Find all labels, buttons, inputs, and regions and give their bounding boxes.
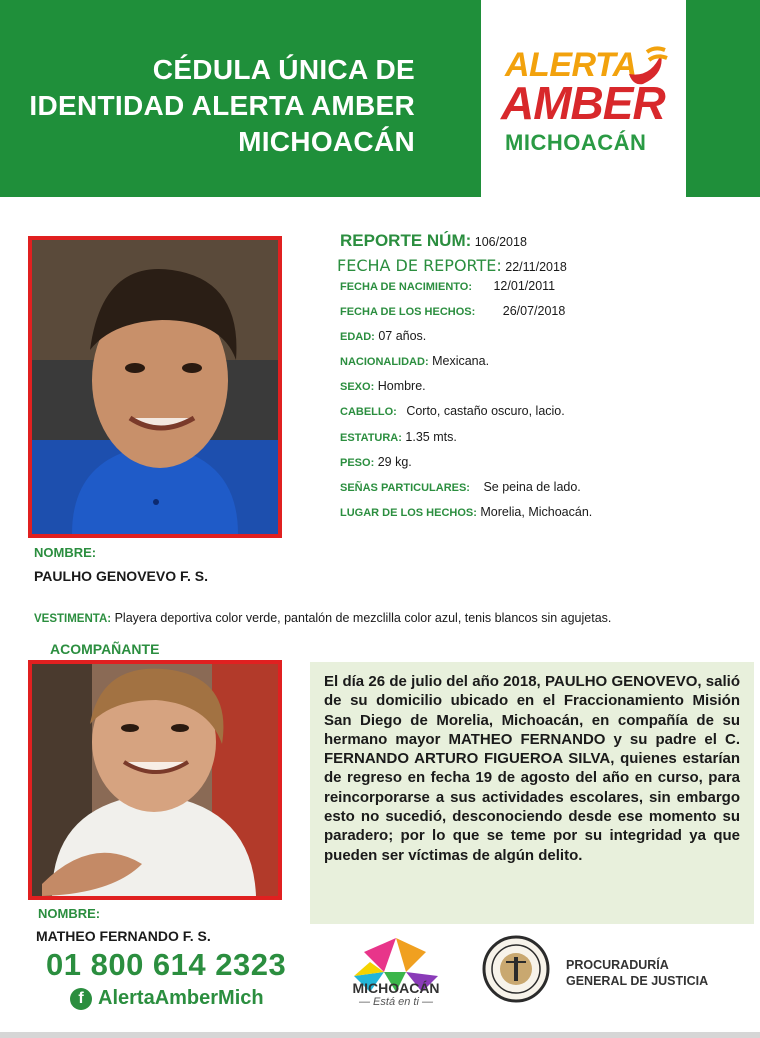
info-label: FECHA DE NACIMIENTO:: [340, 281, 472, 293]
info-value: 12/01/2011: [493, 279, 556, 293]
info-label: FECHA DE LOS HECHOS:: [340, 306, 476, 318]
info-label: ESTATURA:: [340, 432, 402, 444]
logo-amber-text: AMBER: [501, 77, 665, 129]
narrative-text: El día 26 de julio del año 2018, PAULHO GENOVEVO, salió de su domicilio ubicado en el Fraccionamiento Misión San Diego de Morelia, Michoacán, en compañía de su hermano mayor MATHEO FERNANDO y su padre el C. FERNANDO ARTURO FIGUEROA SILVA, quienes estarían de regreso en fecha 19 de agosto del año en curso, para reincorporarse a sus actividades escolares, sin embargo esto no sucedió, desconociendo desde ese momento su paradero; por lo que se teme por su integridad ya que pueden ser víctimas de algún delito.: [310, 662, 754, 924]
nombre-label: NOMBRE:: [34, 545, 97, 560]
companion-photo: [28, 660, 282, 900]
fecha-reporte-row: [337, 256, 567, 275]
title-line-3: MICHOACÁN: [238, 126, 415, 157]
info-value: 1.35 mts.: [405, 430, 457, 444]
facebook-link[interactable]: [70, 987, 264, 1010]
info-row: [340, 329, 426, 343]
info-label: NACIONALIDAD:: [340, 356, 429, 368]
pgj-line-2: GENERAL DE JUSTICIA: [566, 974, 709, 988]
info-value: Mexicana.: [432, 354, 490, 368]
info-label: LUGAR DE LOS HECHOS:: [340, 507, 477, 519]
vestimenta-row: [34, 611, 611, 625]
header-banner: [0, 0, 760, 197]
info-label: PESO:: [340, 457, 375, 469]
info-row: [340, 455, 412, 469]
logo-michoacan-text: MICHOACÁN: [505, 130, 647, 155]
companion-nombre-label: NOMBRE:: [38, 906, 101, 921]
info-value: 26/07/2018: [502, 304, 566, 318]
pgj-line-1: PROCURADURÍA: [566, 958, 669, 972]
michoacan-logo: [340, 932, 452, 1024]
info-value: 29 kg.: [377, 455, 412, 469]
title-line-1: CÉDULA ÚNICA DE: [152, 54, 415, 85]
michoacan-tagline: — Está en ti —: [359, 996, 433, 1008]
info-value: Corto, castaño oscuro, lacio.: [406, 404, 565, 418]
info-row: [340, 304, 565, 318]
info-value: Hombre.: [377, 379, 426, 393]
facebook-handle: AlertaAmberMich: [98, 987, 264, 1009]
page-title: [0, 52, 415, 160]
reporte-num-row: [340, 231, 527, 251]
michoacan-name: MICHOACÁN: [352, 980, 440, 996]
vestimenta-label: VESTIMENTA:: [34, 613, 112, 625]
info-row: [340, 379, 426, 393]
companion-nombre-value: MATHEO FERNANDO F. S.: [36, 928, 211, 944]
logo-alerta-text: ALERTA: [505, 46, 637, 84]
missing-child-photo: [28, 236, 282, 538]
facebook-icon: f: [70, 988, 92, 1010]
info-row: [340, 430, 457, 444]
alerta-amber-logo: [481, 0, 686, 197]
nombre-value: PAULHO GENOVEVO F. S.: [34, 568, 208, 584]
info-row: [340, 505, 592, 519]
info-row: [340, 480, 581, 494]
acompanante-heading: ACOMPAÑANTE: [50, 641, 160, 657]
procuraduria-text: [566, 957, 708, 989]
fecha-reporte-label: FECHA DE REPORTE:: [337, 256, 502, 275]
info-value: Se peina de lado.: [483, 480, 581, 494]
pgj-seal-icon: [482, 935, 550, 1003]
reporte-num-label: REPORTE NÚM:: [340, 231, 472, 250]
bottom-divider: [0, 1032, 760, 1038]
info-row: [340, 354, 489, 368]
hotline-phone[interactable]: 01 800 614 2323: [46, 947, 287, 982]
info-value: Morelia, Michoacán.: [480, 505, 593, 519]
info-label: EDAD:: [340, 331, 375, 343]
info-row: [340, 404, 565, 418]
info-value: 07 años.: [378, 329, 427, 343]
info-label: CABELLO:: [340, 406, 397, 418]
reporte-num-value: 106/2018: [474, 235, 527, 249]
info-label: SEXO:: [340, 381, 375, 393]
fecha-reporte-value: 22/11/2018: [505, 260, 567, 274]
vestimenta-value: Playera deportiva color verde, pantalón de mezclilla color azul, tenis blancos sin agujetas.: [114, 611, 612, 625]
info-label: SEÑAS PARTICULARES:: [340, 482, 470, 494]
info-row: [340, 279, 555, 293]
title-line-2: IDENTIDAD ALERTA AMBER: [29, 90, 415, 121]
